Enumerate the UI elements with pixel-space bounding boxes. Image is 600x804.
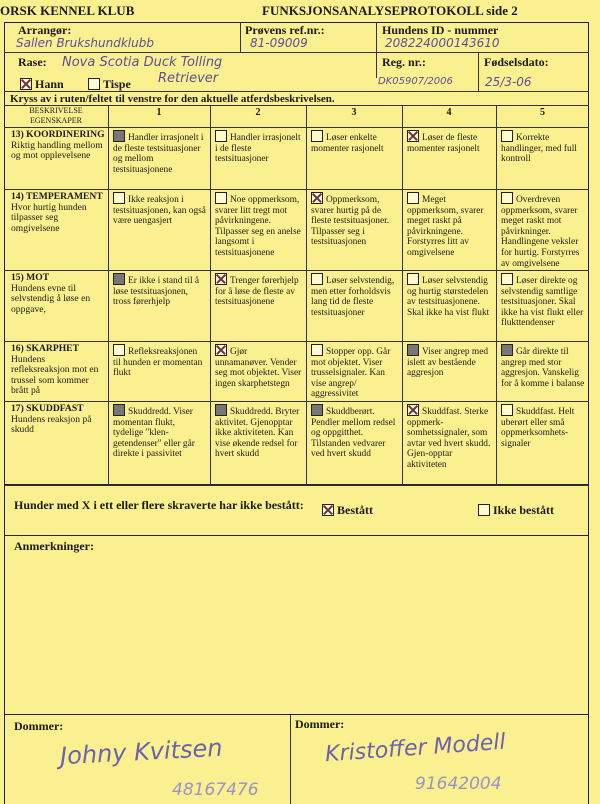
trait-16 <box>8 342 108 400</box>
option-text: Handler irrasjonelt i de fleste testsituasjoner <box>215 133 301 165</box>
failed-checkbox[interactable] <box>478 504 490 516</box>
row-16-option-3[interactable] <box>308 342 401 400</box>
option-text: Viser angrep med islett av bestående aggresjon <box>407 347 489 379</box>
option-checkbox[interactable] <box>215 404 227 416</box>
rase-label: Rase: <box>18 55 47 69</box>
judge-2-label: Dommer: <box>295 717 345 731</box>
option-text: Overdreven oppmerksom, svarer meget raskt mot påvirkninger. Handlingene veksler for hurtig. Forstyrres av omgivelsene <box>501 195 580 269</box>
column-header-5: 5 <box>540 107 545 118</box>
row-13-option-5[interactable] <box>498 128 588 188</box>
row-16-option-5[interactable] <box>498 342 588 400</box>
sex-female-option[interactable] <box>88 77 131 92</box>
trait-title: 17) SKUDDFAST <box>11 403 84 414</box>
row-13-option-3[interactable] <box>308 128 401 188</box>
option-checkbox[interactable] <box>311 130 323 142</box>
trait-15 <box>8 271 108 340</box>
option-checkbox[interactable] <box>215 273 227 285</box>
option-checkbox[interactable] <box>311 273 323 285</box>
option-text: Meget oppmerksom, svarer meget raskt på påvirkningene. Forstyrres litt av omgivelsene <box>407 195 484 258</box>
option-checkbox[interactable] <box>113 273 125 285</box>
trait-title: 14) TEMPERAMENT <box>11 191 103 202</box>
corner-bottom-label: EGENSKAPER <box>29 116 82 125</box>
option-checkbox[interactable] <box>215 192 227 204</box>
trait-title: 15) MOT <box>11 272 50 283</box>
remarks-box[interactable] <box>4 535 589 715</box>
option-checkbox[interactable] <box>215 344 227 356</box>
failed-option[interactable] <box>478 503 554 518</box>
id-value: 208224000143610 <box>385 36 500 50</box>
option-text: Løser selvstendig og hurtig størstedelen av testsituasjonene. Skal ikke ha vist flukt <box>407 276 490 318</box>
female-checkbox[interactable] <box>88 78 100 90</box>
result-rule-text: Hunder med X i ett eller flere skraverte har ikke bestått: <box>14 498 304 512</box>
option-text: Refleksreaksjonen til hunden er momentan flukt <box>113 347 203 379</box>
fodsel-value: 25/3-06 <box>485 75 532 89</box>
row-17-option-1[interactable] <box>110 402 209 484</box>
option-text: Ikke reaksjon i testsituasjonen, kan også være uengasjert <box>113 195 206 227</box>
fodsel-label: Fødselsdato: <box>484 55 549 69</box>
club-name: ORSK KENNEL KLUB <box>0 3 135 18</box>
option-text: Løser direkte og selvstendig samtlige testsituasjoner. Skal ikke ha vist flukt eller flukttendenser <box>501 276 584 329</box>
row-17-option-3[interactable] <box>308 402 401 484</box>
judge-1-number: 48167476 <box>172 780 259 800</box>
row-15-option-1[interactable] <box>110 271 209 340</box>
trait-description: Hvor hurtig hunden tilpasser seg omgivelsene <box>11 201 87 234</box>
row-15-option-3[interactable] <box>308 271 401 340</box>
option-text: Skuddfast. Sterke oppmerk-somhetssignaler, som avtar ved hvert skudd. Gjen-opptar aktiviteten <box>407 407 491 470</box>
remarks-label: Anmerkninger: <box>14 539 94 553</box>
option-checkbox[interactable] <box>501 192 513 204</box>
row-14-option-3[interactable] <box>308 190 401 269</box>
row-17-option-5[interactable] <box>498 402 588 484</box>
rase-value-line1: Nova Scotia Duck Tolling <box>62 55 223 70</box>
option-checkbox[interactable] <box>501 344 513 356</box>
option-checkbox[interactable] <box>407 273 419 285</box>
reg-label: Reg. nr.: <box>382 55 426 69</box>
option-checkbox[interactable] <box>311 192 323 204</box>
option-checkbox[interactable] <box>311 344 323 356</box>
table-corner <box>4 105 108 127</box>
male-label: Hann <box>35 77 64 91</box>
option-text: Trenger førerhjelp for å løse de fleste av testsituasjonene <box>215 276 299 308</box>
judge-1-signature: Johny Kvitsen <box>59 733 224 771</box>
option-checkbox[interactable] <box>407 404 419 416</box>
row-14-option-5[interactable] <box>498 190 588 269</box>
option-checkbox[interactable] <box>501 273 513 285</box>
option-text: Er ikke i stand til å løse testsituasjonen, tross førerhjelp <box>113 276 200 308</box>
option-text: Oppmerksom, svarer hurtig på de fleste testsituasjoner. Tilpasser seg i testsituasjonen <box>311 195 390 248</box>
judge-2-number: 91642004 <box>415 774 502 794</box>
trait-13 <box>8 128 108 188</box>
trait-14 <box>8 190 108 269</box>
corner-top-label: BESKRIVELSE <box>29 106 83 115</box>
option-text: Stopper opp. Går mot objektet. Viser trusselsignaler. Kan vise angrep/ aggressivitet <box>311 347 391 400</box>
passed-label: Bestått <box>337 503 373 517</box>
row-13-option-2[interactable] <box>212 128 305 188</box>
row-13-option-4[interactable] <box>404 128 495 188</box>
option-text: Handler irrasjonelt i de fleste testsituasjoner og mellom testsituasjonene <box>113 133 204 175</box>
column-header-4: 4 <box>446 107 452 118</box>
protocol-title: FUNKSJONSANALYSEPROTOKOLL side 2 <box>262 3 518 18</box>
trait-description: Hundens reaksjon på skudd <box>11 413 92 436</box>
trait-description: Riktig handling mellom og mot opplevelsene <box>11 139 103 162</box>
option-text: Korrekte handlinger, med full kontroll <box>501 133 577 165</box>
id-label: Hundens ID - nummer <box>382 23 499 37</box>
failed-label: Ikke bestått <box>493 503 555 517</box>
option-text: Går direkte til angrep med stor aggresjon. Vanskelig for å komme i balanse <box>501 347 585 389</box>
option-text: Løser enkelte momenter rasjonelt <box>311 133 384 154</box>
row-16-option-1[interactable] <box>110 342 209 400</box>
ref-value: 81-09009 <box>250 36 308 50</box>
arrangor-value: Sallen Brukshundklubb <box>16 36 154 50</box>
row-17-option-2[interactable] <box>212 402 305 484</box>
option-checkbox[interactable] <box>113 130 125 142</box>
option-text: Skuddredd. Bryter aktivitet. Gjenopptar ikke aktiviteten. Kan vise økende redsel for hvert skudd <box>215 407 300 460</box>
option-checkbox[interactable] <box>407 192 419 204</box>
row-13-option-1[interactable] <box>110 128 209 188</box>
option-checkbox[interactable] <box>215 130 227 142</box>
option-checkbox[interactable] <box>407 344 419 356</box>
option-text: Skuddfast. Helt uberørt eller små oppmerksomhets-signaler <box>501 407 575 449</box>
row-16-option-2[interactable] <box>212 342 305 400</box>
row-15-option-4[interactable] <box>404 271 495 340</box>
option-checkbox[interactable] <box>311 404 323 416</box>
row-14-option-2[interactable] <box>212 190 305 269</box>
judge-2-signature: Kristoffer Modell <box>324 729 507 768</box>
row-17-option-4[interactable] <box>404 402 495 484</box>
passed-checkbox[interactable] <box>322 504 334 516</box>
option-text: Gjør unnamanøver. Vender seg mot objektet. Viser ingen skarphetstegn <box>215 347 302 389</box>
sex-male-option[interactable] <box>20 77 64 92</box>
trait-description: Hundens refleksreaksjon mot en trussel som kommer brått på <box>11 353 99 397</box>
arrangor-label: Arrangør: <box>18 23 72 37</box>
passed-option[interactable] <box>322 503 373 518</box>
option-text: Løser de fleste momenter rasjonelt <box>407 133 480 154</box>
option-text: Skuddberørt. Pendler mellom redsel og oppgitthet. Tilstanden vedvarer ved hvert skudd <box>311 407 396 460</box>
male-checkbox[interactable] <box>20 78 32 90</box>
option-checkbox[interactable] <box>113 192 125 204</box>
row-16-option-4[interactable] <box>404 342 495 400</box>
option-text: Skuddredd. Viser momentan flukt, tydelige "klen-getendenser" eller går direkte i passivitet <box>113 407 195 460</box>
column-header-1: 1 <box>156 107 162 118</box>
ref-label: Prøvens ref.nr.: <box>245 23 325 37</box>
option-checkbox[interactable] <box>113 404 125 416</box>
column-header-2: 2 <box>255 107 261 118</box>
trait-title: 13) KOORDINERING <box>11 129 105 140</box>
option-text: Løser selvstendig, men etter forholdsvis lang tid de fleste testsituasjoner <box>311 276 395 318</box>
row-15-option-5[interactable] <box>498 271 588 340</box>
trait-17 <box>8 402 108 484</box>
column-header-3: 3 <box>351 107 357 118</box>
option-checkbox[interactable] <box>407 130 419 142</box>
option-text: Noe oppmerksom, svarer litt tregt mot påvirkningene. Tilpasser seg en anelse langsomt i testsituasjonene <box>215 195 301 258</box>
option-checkbox[interactable] <box>113 344 125 356</box>
row-15-option-2[interactable] <box>212 271 305 340</box>
option-checkbox[interactable] <box>501 404 513 416</box>
reg-value: DK05907/2006 <box>378 76 453 87</box>
judge-1-label: Dommer: <box>14 719 64 733</box>
option-checkbox[interactable] <box>501 130 513 142</box>
rase-value-line2: Retriever <box>158 71 219 86</box>
row-14-option-1[interactable] <box>110 190 209 269</box>
row-14-option-4[interactable] <box>404 190 495 269</box>
instruction-text: Kryss av i ruten/feltet til venstre for den aktuelle atferdsbeskrivelsen. <box>10 93 335 105</box>
trait-description: Hundens evne til selvstendig å løse en oppgave, <box>11 282 91 315</box>
female-label: Tispe <box>103 77 131 91</box>
trait-title: 16) SKARPHET <box>11 343 79 354</box>
